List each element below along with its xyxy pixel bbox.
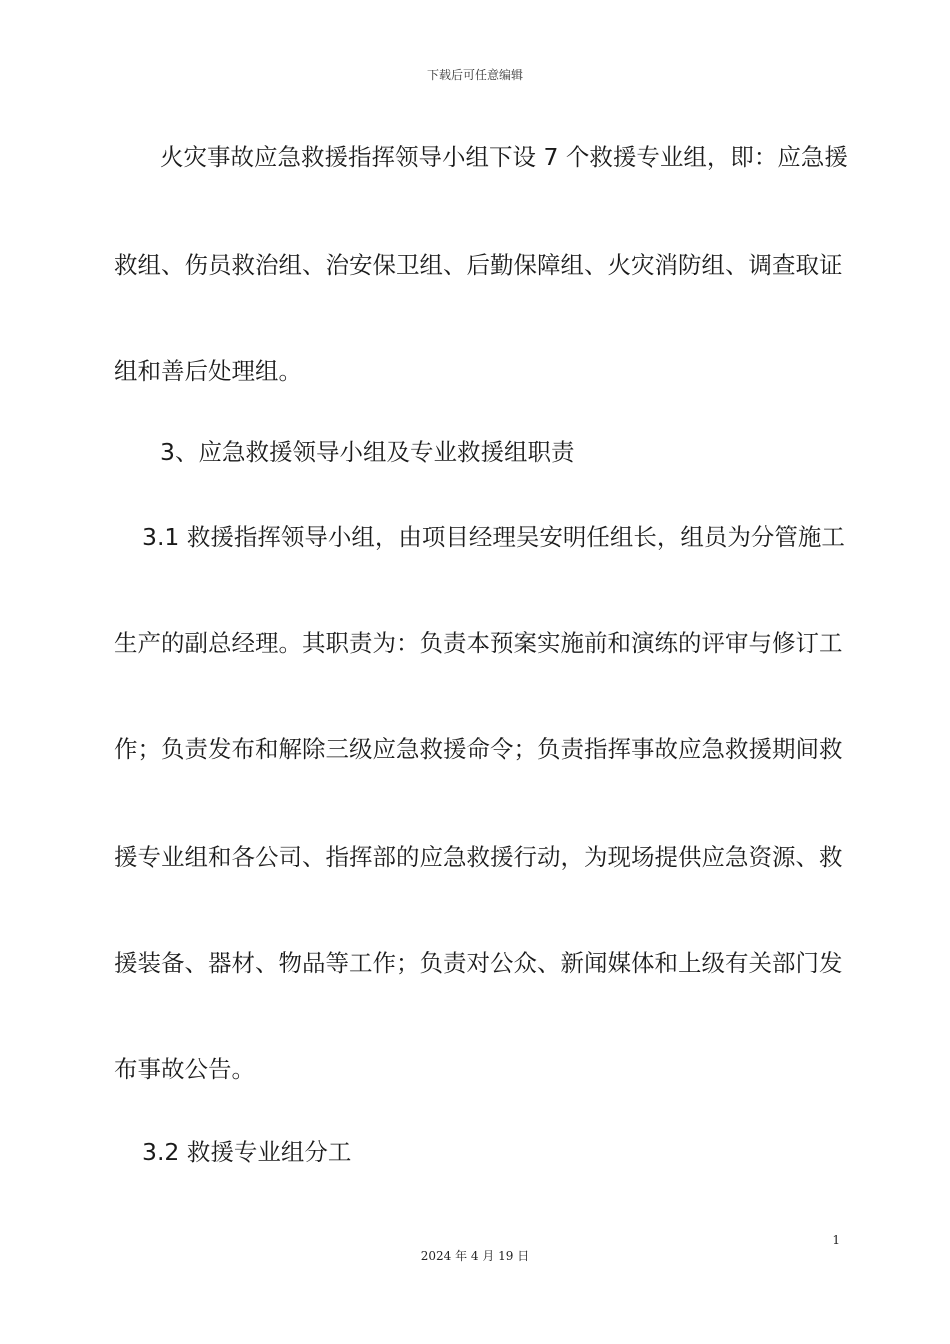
footer-date: 2024 年 4 月 19 日 xyxy=(420,1249,530,1263)
paragraph-line: 火灾事故应急救援指挥领导小组下设 7 个救援专业组，即：应急援 xyxy=(160,143,848,171)
paragraph-line: 作；负责发布和解除三级应急救援命令；负责指挥事故应急救援期间救 xyxy=(114,735,843,763)
section-heading-3: 3、应急救援领导小组及专业救援组职责 xyxy=(160,438,575,466)
paragraph-line: 组和善后处理组。 xyxy=(114,357,302,385)
paragraph-line: 布事故公告。 xyxy=(114,1055,255,1083)
paragraph-line: 生产的副总经理。其职责为：负责本预案实施前和演练的评审与修订工 xyxy=(114,629,843,657)
paragraph-line: 援装备、器材、物品等工作；负责对公众、新闻媒体和上级有关部门发 xyxy=(114,949,843,977)
paragraph-line: 3.1 救援指挥领导小组，由项目经理吴安明任组长，组员为分管施工 xyxy=(142,523,845,551)
paragraph-line: 援专业组和各公司、指挥部的应急救援行动，为现场提供应急资源、救 xyxy=(114,843,843,871)
paragraph-line: 救组、伤员救治组、治安保卫组、后勤保障组、火灾消防组、调查取证 xyxy=(114,251,843,279)
section-heading-3-2: 3.2 救援专业组分工 xyxy=(142,1138,352,1166)
page-number: 1 xyxy=(832,1233,840,1247)
header-note: 下载后可任意编辑 xyxy=(426,68,523,82)
